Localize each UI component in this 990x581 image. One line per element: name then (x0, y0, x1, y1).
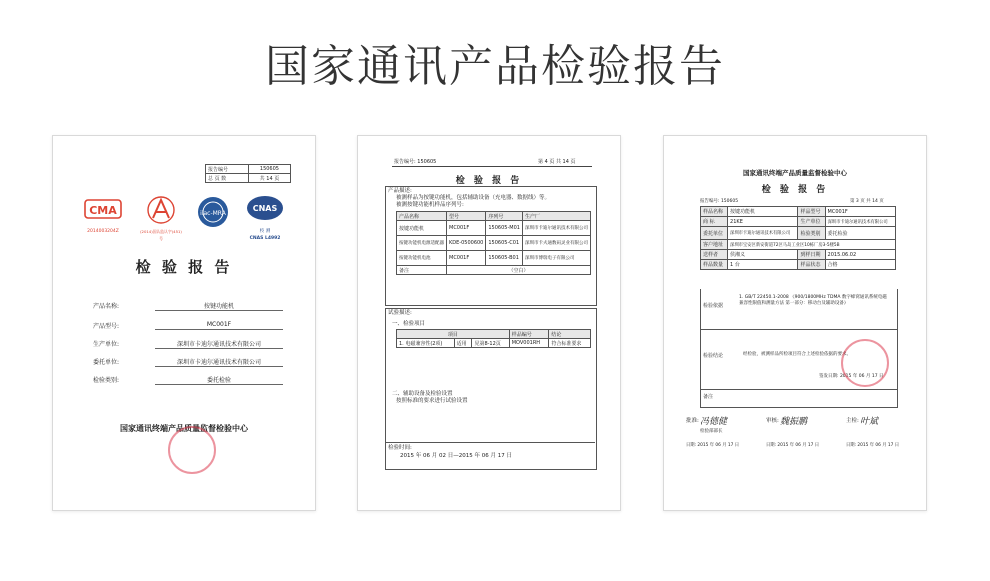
report-no-value: 150605 (248, 165, 290, 174)
pages-value: 共 14 页 (248, 174, 290, 183)
remark-label: 备注 (703, 394, 714, 400)
date-value: 2015 年 06 月 02 日—2015 年 06 月 17 日 (400, 453, 512, 459)
sign-date: 签发日期: 2015 年 06 月 17 日 (819, 374, 884, 379)
table-row: 送样者 侯湘义 到样日期 2015.06.02 (701, 250, 896, 260)
field-manufacturer (93, 339, 283, 349)
conclusion-box (700, 329, 898, 390)
ilac-text: ilac-MRA (200, 210, 226, 217)
review-signature: 魏振鹏 (780, 417, 808, 427)
field-product-name (93, 301, 283, 311)
approve-signature: 冯德健 (700, 417, 728, 427)
table-row: 1. 电磁兼容性(2项) 适用 见第8-12页 MOV001RH 符合标准要求 (397, 339, 591, 348)
field-value: 委托检验 (155, 375, 283, 385)
field-key: 检验类别: (93, 377, 120, 384)
field-client (93, 357, 283, 367)
cma-mark-icon (81, 194, 125, 228)
date-label: 检验时间: (388, 445, 412, 451)
review-label: 审核: (766, 418, 779, 424)
report-no: 报告编号: 150605 (700, 199, 739, 204)
ilac-mark-icon (193, 194, 233, 232)
table-row: 样品名称 按键功能机 样品型号 MC001F (701, 207, 896, 217)
table-row: 委托单位 深圳市卡迪尔通讯技术有限公司 检验类别 委托检验 (701, 227, 896, 240)
cma-text: CMA (89, 204, 117, 217)
col-product: 产品名称 (397, 212, 447, 221)
conclusion-label: 检验结论 (703, 353, 724, 359)
test-desc-label: 试验描述: (388, 310, 412, 316)
table-row: 样品数量 1 台 样品状态 合格 (701, 260, 896, 270)
field-value: 深圳市卡迪尔通讯技术有限公司 (155, 339, 283, 349)
cma-logo (81, 194, 125, 235)
col-maker: 生产厂 (522, 212, 590, 221)
basis-label: 检验依据 (703, 303, 724, 309)
cnas-logo (243, 194, 287, 242)
main-test-signature: 叶斌 (860, 417, 879, 427)
main-test-date: 日期: 2015 年 06 月 17 日 (846, 443, 899, 448)
item1-label: 一、检验项目 (392, 321, 426, 327)
cma-sub: 2014003204Z (87, 229, 119, 234)
cover-heading: 检 验 报 告 (135, 258, 233, 276)
sample-table (396, 211, 591, 275)
field-value: 深圳市卡迪尔通讯技术有限公司 (155, 357, 283, 367)
cover-footer: 国家通讯终端产品质量监督检验中心 (120, 424, 248, 433)
test-item-table: 项目 样品编号 结论 1. 电磁兼容性(2项) 适用 见第8-12页 MOV001RH 符合标准要求 (396, 329, 591, 348)
page4-heading: 检 验 报 告 (455, 176, 523, 186)
col-model: 型号 (447, 212, 486, 221)
product-desc-box (385, 186, 597, 306)
col-serial: 序列号 (486, 212, 523, 221)
table-row: 按键功能机电源适配器 KDE-0500600 150605-C01 深圳市卡夫通数码灵业有限公司 (397, 236, 591, 251)
pages-label: 总 页 数 (206, 174, 249, 183)
cal-sub: (2014)国认监认字(451)号 (140, 229, 182, 241)
item2-text: 按照标准的要求进行试验设置 (396, 398, 468, 404)
field-test-type (93, 375, 283, 385)
page3-heading: 检 验 报 告 (761, 185, 829, 195)
desc-line1: 被测样品为按键功能机，包括辅助设备（充电器、数据线）等。 (396, 195, 551, 201)
desc-line2: 被测按键功能机样品序列号: (396, 202, 464, 208)
table-row: 客户地址 深圳市宝安区新安街道72区马岛工业区10栋厂房3-5楼5B (701, 240, 896, 250)
test-desc-box (385, 308, 597, 470)
center-title: 国家通讯终端产品质量监督检验中心 (743, 169, 847, 177)
field-value: 按键功能机 (155, 301, 283, 311)
table-row: 备注 （空白） (397, 266, 591, 275)
approve-date: 日期: 2015 年 06 月 17 日 (686, 443, 739, 448)
approve-label: 批准: (686, 418, 699, 424)
date-divider (385, 442, 595, 443)
report-page-3[interactable] (663, 135, 927, 511)
report-no-label: 报告编号 (206, 165, 249, 174)
basis-text: 1. GB/T 22450.1-2008 《900/1800MHz TDMA 数字蜂窝通讯系统电磁兼容性限值和测量方法 第一部分：移动台及辅助设备》 (739, 295, 887, 306)
table-row: 按键功能机 MC001F 150605-M01 深圳市卡迪尔通讯技术有限公司 (397, 221, 591, 236)
cnas-no: CNAS L4992 (249, 236, 281, 241)
red-seal-icon (168, 426, 216, 474)
info-table (700, 206, 896, 270)
field-key: 产品型号: (93, 323, 120, 330)
page-no: 第 3 页 共 14 页 (850, 199, 884, 204)
basis-box (700, 289, 898, 330)
cnas-mark-icon (243, 194, 287, 224)
cover-meta-table (205, 164, 291, 183)
item2-label: 二、辅助设备及检验设置 (392, 391, 453, 397)
header-divider (392, 166, 592, 167)
remark-box (700, 389, 898, 408)
cal-mark-icon (139, 194, 183, 228)
cal-logo (139, 194, 183, 242)
field-key: 委托单位: (93, 359, 120, 366)
field-key: 生产单位: (93, 341, 120, 348)
page-title: 国家通讯产品检验报告 (265, 41, 725, 92)
page-header-left: 报告编号: 150605 (394, 159, 437, 165)
cnas-cn: 校 测 (259, 229, 271, 234)
field-value: MC001F (155, 321, 283, 330)
conclusion-text: 经检验，被测样品所检项目符合上述检验依据的要求。 (743, 352, 851, 357)
review-date: 日期: 2015 年 06 月 17 日 (766, 443, 819, 448)
table-row: 商 标 21KE 生产单位 深圳市卡迪尔通讯技术有限公司 (701, 217, 896, 227)
cnas-text: CNAS (252, 204, 278, 213)
desc-label: 产品描述: (388, 188, 412, 194)
main-test-label: 主检: (846, 418, 859, 424)
ilac-logo (193, 194, 233, 236)
report-cover-page[interactable] (52, 135, 316, 511)
sign-role: 检验部部长 (700, 429, 723, 434)
field-key: 产品名称: (93, 303, 120, 310)
table-row: 按键功能机电池 MC001F 150605-B01 深圳市博瑞电子有限公司 (397, 251, 591, 266)
page-header-right: 第 4 页 共 14 页 (538, 159, 576, 165)
report-page-4[interactable] (357, 135, 621, 511)
red-seal-icon (841, 339, 889, 387)
field-product-model (93, 321, 283, 330)
